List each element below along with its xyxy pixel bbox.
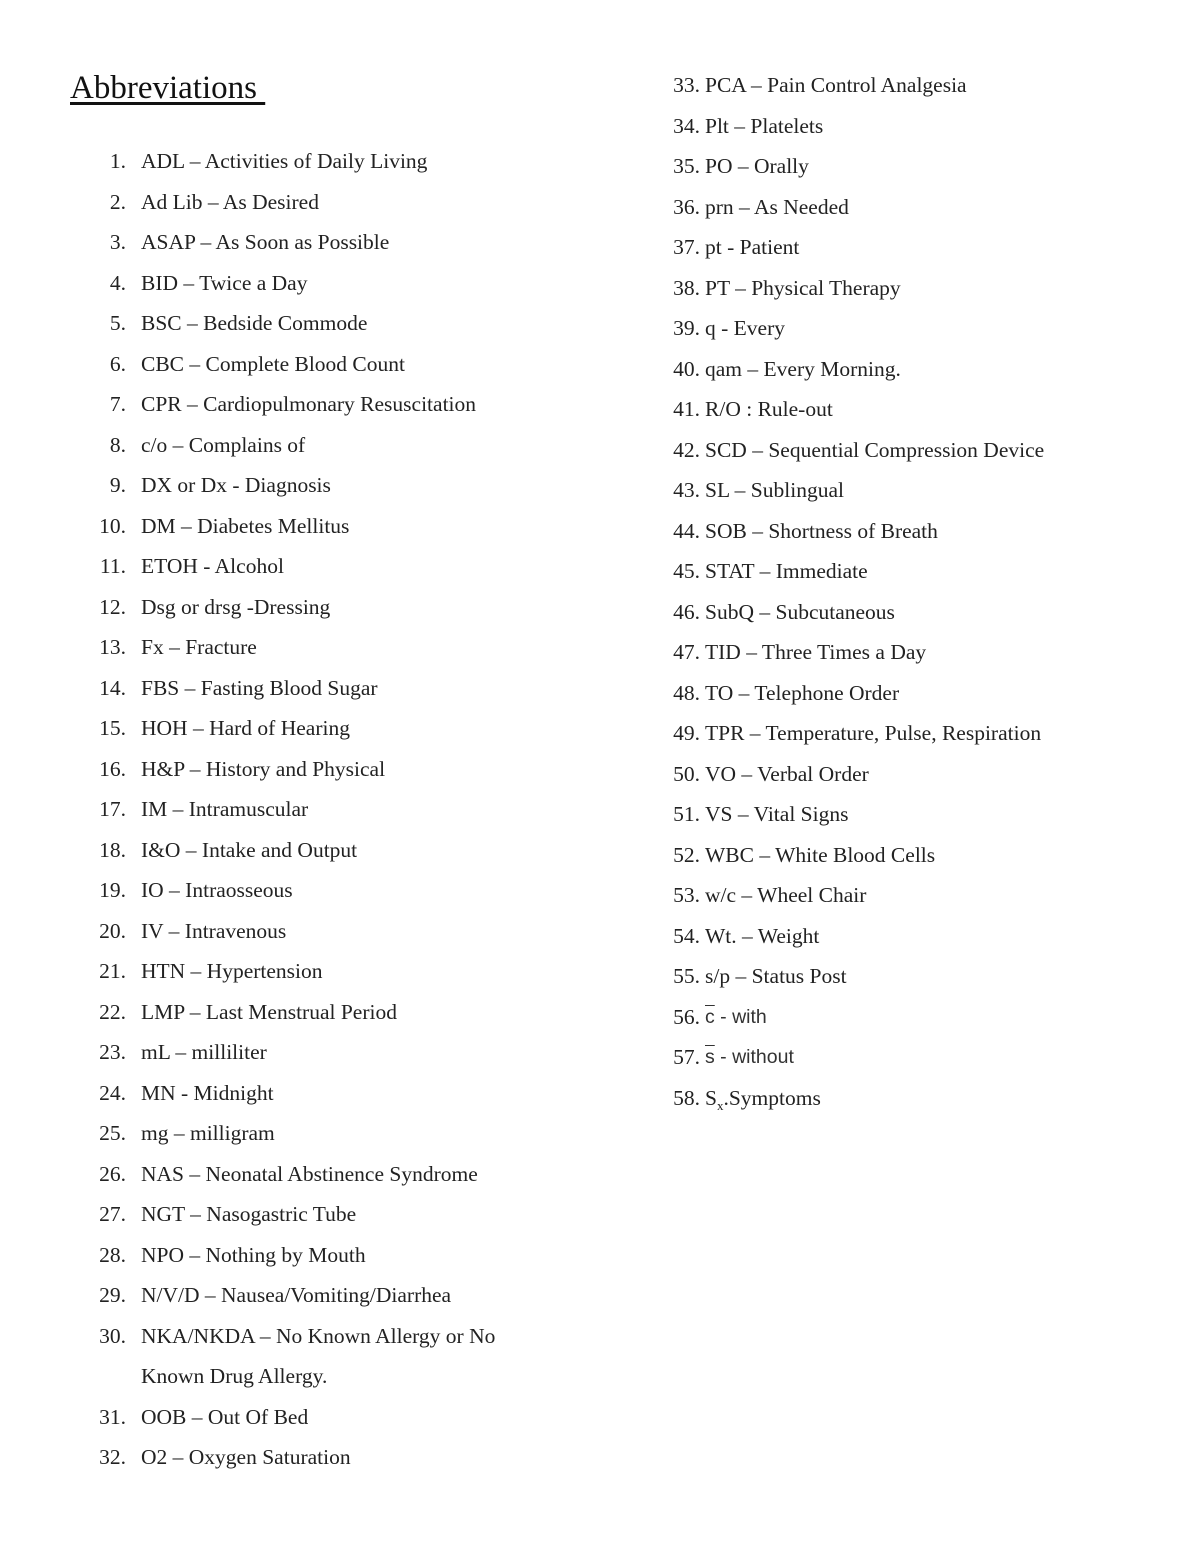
list-item-text: q - Every [705, 316, 785, 340]
list-item-text: TID – Three Times a Day [705, 640, 927, 664]
list-item-number: 15. [99, 716, 126, 740]
list-item-text: NKA/NKDA – No Known Allergy or No Known Drug Allergy. [141, 1323, 496, 1388]
list-item-number: 16. [99, 756, 126, 781]
list-item-number: 39. [673, 316, 700, 340]
list-item-text: ADL – Activities of Daily Living [141, 149, 428, 173]
list-item-number: 35. [673, 154, 700, 178]
list-item-number: 38. [673, 275, 700, 300]
list-item-number: 8. [109, 432, 126, 457]
list-item-number: 31. [99, 1404, 126, 1429]
list-item-symbol: $\overline{s}$ [705, 1046, 715, 1068]
list-item-number: 48. [673, 680, 700, 705]
list-item-number: 37. [673, 235, 700, 259]
list-item-number: 11. [99, 554, 126, 578]
list-item-text: MN - Midnight [141, 1080, 274, 1105]
page-title: Abbreviations [70, 70, 266, 106]
list-item-text: Dsg or drsg -Dressing [141, 594, 331, 619]
list-item-text: NGT – Nasogastric Tube [141, 1202, 357, 1226]
list-item-text: Ad Lib – As Desired [141, 189, 319, 214]
list-item-number: 33. [673, 73, 700, 97]
list-item-text: mL – milliliter [141, 1040, 267, 1064]
list-item-text: TO – Telephone Order [705, 680, 900, 705]
list-item-number: 17. [99, 797, 126, 821]
list-item-definition: .Symptoms [723, 1085, 821, 1110]
list-item-text: prn – As Needed [705, 194, 849, 219]
list-item-number: 47. [673, 640, 700, 664]
list-item-number: 24. [99, 1080, 126, 1105]
list-item-text: LMP – Last Menstrual Period [141, 999, 397, 1024]
list-item-number: 56. [673, 1004, 700, 1029]
list-item-text: pt - Patient [705, 235, 800, 259]
list-item-text: VO – Verbal Order [705, 761, 869, 786]
list-item-text: N/V/D – Nausea/Vomiting/Diarrhea [141, 1283, 452, 1307]
list-item-text: H&P – History and Physical [141, 756, 386, 781]
list-item-definition: - without [714, 1046, 794, 1068]
list-item-number: 5. [109, 311, 126, 335]
list-item-text: CBC – Complete Blood Count [141, 351, 405, 376]
list-item-number: 32. [99, 1445, 126, 1469]
list-item-text: mg – milligram [141, 1121, 275, 1145]
list-item-number: 25. [99, 1121, 126, 1145]
list-item-number: 6. [109, 351, 126, 376]
list-item-text: c/o – Complains of [141, 432, 306, 457]
list-item-number: 53. [673, 883, 700, 907]
list-item-number: 41. [673, 397, 700, 421]
list-item-number: 45. [673, 559, 700, 583]
list-item-text: ETOH - Alcohol [141, 554, 284, 578]
list-item-text: Plt – Platelets [705, 113, 824, 138]
list-item-text: DX or Dx - Diagnosis [141, 473, 331, 497]
list-item-subscript: x [716, 1097, 724, 1113]
list-item-text: HOH – Hard of Hearing [141, 716, 350, 740]
list-item-definition: - with [714, 1005, 767, 1028]
list-item-number: 2. [109, 189, 126, 214]
list-item-text: SubQ – Subcutaneous [705, 599, 895, 624]
list-item-text: Fx – Fracture [141, 635, 257, 659]
list-item-number: 51. [673, 802, 700, 826]
list-item-number: 22. [99, 999, 126, 1024]
list-item-number: 34. [673, 113, 700, 138]
list-item-text [705, 997, 767, 1038]
list-item-number: 20. [99, 918, 126, 943]
list-item-symbol: S [705, 1085, 717, 1110]
list-item-number: 13. [99, 635, 126, 659]
list-item-text: SCD – Sequential Compression Device [705, 437, 1045, 462]
list-item-number: 52. [673, 842, 700, 867]
list-item-text: R/O : Rule-out [705, 397, 833, 421]
list-item-text: STAT – Immediate [705, 559, 868, 583]
list-item-text: O2 – Oxygen Saturation [141, 1445, 351, 1469]
list-item-number: 36. [673, 194, 700, 219]
list-item-text: PCA – Pain Control Analgesia [705, 73, 967, 97]
list-item-number: 4. [109, 270, 126, 295]
list-item-number: 9. [109, 473, 126, 497]
list-item-number: 50. [673, 761, 700, 786]
list-item-number: 43. [673, 478, 700, 502]
list-item-text: CPR – Cardiopulmonary Resuscitation [141, 392, 477, 416]
list-item-text: SOB – Shortness of Breath [705, 518, 938, 543]
list-item-text: IM – Intramuscular [141, 797, 309, 821]
list-item-text: OOB – Out Of Bed [141, 1404, 309, 1429]
list-item-symbol: $\overline{c}$ [705, 1005, 715, 1028]
list-item-text: qam – Every Morning. [705, 356, 901, 381]
list-item-text: WBC – White Blood Cells [705, 842, 936, 867]
list-item-number: 12. [99, 594, 126, 619]
list-item-text: DM – Diabetes Mellitus [141, 513, 350, 538]
list-item-number: 27. [99, 1202, 126, 1226]
list-item-number: 19. [99, 878, 126, 902]
list-item-text [705, 1037, 794, 1078]
list-item-text: IV – Intravenous [141, 918, 287, 943]
list-item-text [705, 1078, 821, 1127]
list-item-number: 42. [673, 437, 700, 462]
list-item-number: 46. [673, 599, 700, 624]
list-item-number: 26. [99, 1161, 126, 1186]
list-item-number: 3. [109, 230, 126, 254]
list-item-text: s/p – Status Post [705, 964, 847, 988]
list-item-number: 21. [99, 959, 126, 983]
list-item-text: BID – Twice a Day [141, 270, 308, 295]
list-item-text: NAS – Neonatal Abstinence Syndrome [141, 1161, 478, 1186]
list-item-number: 14. [99, 675, 126, 700]
list-item-number: 7. [109, 392, 126, 416]
list-item-text: HTN – Hypertension [141, 959, 323, 983]
list-item-number: 18. [99, 837, 126, 862]
list-item-number: 54. [673, 923, 700, 948]
list-item-number: 28. [99, 1242, 126, 1267]
list-item-number: 58. [673, 1085, 700, 1110]
list-item-text: IO – Intraosseous [141, 878, 293, 902]
list-item-text: PO – Orally [705, 154, 809, 178]
list-item-text: TPR – Temperature, Pulse, Respiration [705, 721, 1042, 745]
list-item-number: 44. [673, 518, 700, 543]
list-item-text: w/c – Wheel Chair [705, 883, 867, 907]
list-item-text: Wt. – Weight [705, 923, 820, 948]
list-item-number: 1. [109, 149, 126, 173]
list-item-text: I&O – Intake and Output [141, 837, 358, 862]
list-item-text: SL – Sublingual [705, 478, 844, 502]
list-item-number: 29. [99, 1283, 126, 1307]
list-item-text: ASAP – As Soon as Possible [141, 230, 390, 254]
list-item-text: VS – Vital Signs [705, 802, 849, 826]
list-item-number: 40. [673, 356, 700, 381]
list-item-text: PT – Physical Therapy [705, 275, 901, 300]
list-item-number: 57. [673, 1045, 700, 1069]
list-item-text: BSC – Bedside Commode [141, 311, 368, 335]
list-item-number: 23. [99, 1040, 126, 1064]
list-item-text: NPO – Nothing by Mouth [141, 1242, 366, 1267]
list-item-text: FBS – Fasting Blood Sugar [141, 675, 378, 700]
list-item-number: 49. [673, 721, 700, 745]
list-item-number: 55. [673, 964, 700, 988]
list-item-number: 10. [99, 513, 126, 538]
list-item-number: 30. [99, 1323, 126, 1348]
